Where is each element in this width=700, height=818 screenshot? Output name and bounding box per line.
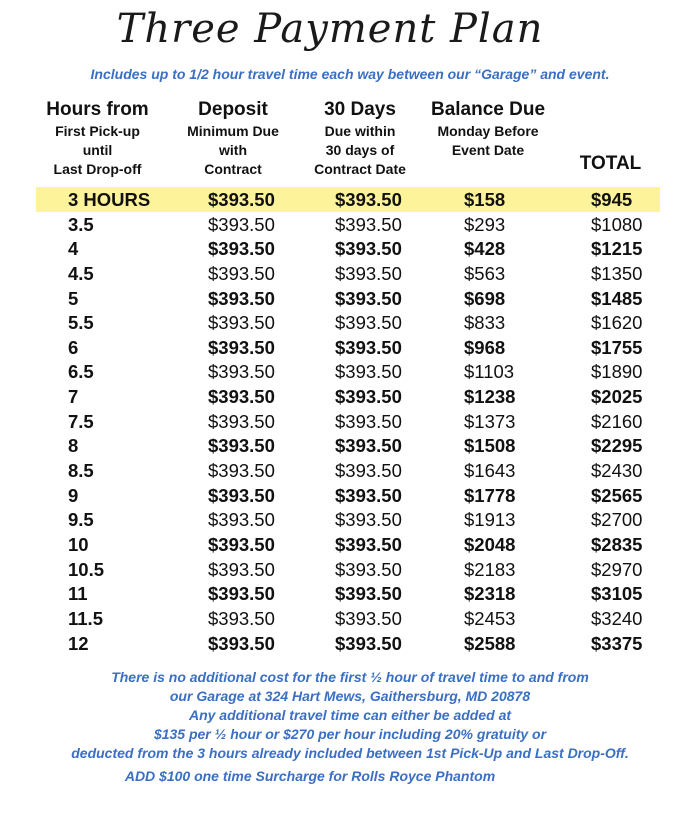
header-thirty-days [305,98,415,179]
cell-balance: $1643 [464,460,516,482]
cell-hours: 10 [68,533,89,555]
cell-total: $3375 [591,632,643,654]
header-total-title: TOTAL [579,153,642,174]
table-row [0,507,700,532]
cell-hours: 10.5 [68,558,105,580]
note-line-2: our Garage at 324 Hart Mews, Gaithersburg, MD 20878 [169,688,531,704]
table-row [0,409,700,434]
header-balance-due-title: Balance Due [430,99,546,120]
header-deposit-title: Deposit [198,99,268,120]
table-row [0,581,700,606]
note-line-4: $135 per ½ hour or $270 per hour including 20% gratuity or [153,726,547,742]
cell-hours: 11 [68,583,88,605]
table-row [0,483,700,508]
cell-balance: $2588 [464,632,516,654]
cell-deposit: $393.50 [208,287,275,309]
cell-balance: $1913 [464,509,516,531]
cell-hours: 5 [68,287,79,309]
cell-hours: 8.5 [68,460,94,482]
table-row [0,458,700,483]
cell-hours: 4.5 [68,262,94,284]
table-row [0,631,700,656]
cell-hours: 4 [68,238,79,260]
cell-thirty: $393.50 [335,435,402,457]
cell-balance: $1373 [464,410,516,432]
cell-total: $1215 [591,238,643,260]
cell-thirty: $393.50 [335,361,402,383]
cell-total: $2430 [591,460,643,482]
header-hours-title: Hours from [46,99,149,120]
table-row [0,335,700,360]
cell-hours: 5.5 [68,312,94,334]
cell-thirty: $393.50 [335,558,402,580]
cell-total: $1755 [591,336,643,358]
header-balance-due-line-2: Event Date [451,142,525,158]
cell-deposit: $393.50 [208,361,275,383]
cell-deposit: $393.50 [208,509,275,531]
cell-thirty: $393.50 [335,509,402,531]
cell-total: $2700 [591,509,643,531]
cell-balance: $293 [464,213,506,235]
cell-total: $2970 [591,558,643,580]
cell-total: $2160 [591,410,643,432]
cell-thirty: $393.50 [335,533,402,555]
cell-deposit: $393.50 [208,312,275,334]
cell-deposit: $393.50 [208,583,275,605]
table-row [0,212,700,237]
header-thirty-days-line-1: Due within [324,123,396,139]
table-row [0,557,700,582]
cell-deposit: $393.50 [208,632,275,654]
header-balance-due-line-1: Monday Before [437,123,539,139]
cell-total: $3105 [591,583,643,605]
cell-thirty: $393.50 [335,484,402,506]
cell-thirty: $393.50 [335,632,402,654]
cell-balance: $1103 [464,361,515,383]
cell-thirty: $393.50 [335,189,402,210]
cell-hours: 8 [68,435,79,457]
header-hours-line-1: First Pick-up [55,123,140,139]
cell-total: $2295 [591,435,643,457]
cell-deposit: $393.50 [208,533,275,555]
header-hours [40,98,155,179]
table-row [0,532,700,557]
cell-hours: 9 [68,484,79,506]
table-row-highlighted [36,187,660,212]
cell-hours: 6.5 [68,361,94,383]
table-row [0,433,700,458]
header-deposit [178,98,288,179]
cell-balance: $833 [464,312,506,334]
cell-balance: $2318 [464,583,516,605]
table-row [0,236,700,261]
header-deposit-line-3: Contract [204,161,262,177]
cell-total: $3240 [591,607,643,629]
table-row [0,261,700,286]
cell-balance: $698 [464,287,506,309]
cell-deposit: $393.50 [208,460,275,482]
cell-total: $2025 [591,386,643,408]
cell-deposit: $393.50 [208,386,275,408]
table-row [0,359,700,384]
note-line-1: There is no additional cost for the first ½ hour of travel time to and from [111,669,589,685]
cell-hours: 9.5 [68,509,94,531]
table-row [0,310,700,335]
cell-deposit: $393.50 [208,189,275,210]
cell-balance: $563 [464,262,506,284]
header-deposit-line-2: with [219,142,247,158]
cell-total: $1620 [591,312,643,334]
note-line-5: deducted from the 3 hours already included between 1st Pick-Up and Last Drop-Off. [71,745,629,761]
cell-balance: $158 [464,189,506,210]
cell-total: $945 [591,189,633,210]
header-thirty-days-line-2: 30 days of [325,142,395,158]
cell-hours: 11.5 [68,607,103,629]
header-hours-line-3: Last Drop-off [53,161,142,177]
cell-thirty: $393.50 [335,386,402,408]
cell-deposit: $393.50 [208,484,275,506]
note-line-3: Any additional travel time can either be added at [188,707,512,723]
cell-deposit: $393.50 [208,607,275,629]
cell-balance: $968 [464,336,506,358]
header-thirty-days-line-3: Contract Date [314,161,406,177]
page-subtitle: Includes up to 1/2 hour travel time each way between our “Garage” and event. [90,66,610,82]
cell-balance: $2183 [464,558,516,580]
cell-deposit: $393.50 [208,262,275,284]
cell-balance: $2048 [464,533,516,555]
surcharge-note: ADD $100 one time Surcharge for Rolls Royce Phantom [124,768,496,784]
travel-notes [0,668,700,786]
cell-deposit: $393.50 [208,238,275,260]
cell-hours: 3 HOURS [68,189,151,210]
header-hours-line-2: until [82,142,113,158]
cell-balance: $2453 [464,607,516,629]
cell-total: $1485 [591,287,643,309]
cell-thirty: $393.50 [335,583,402,605]
cell-deposit: $393.50 [208,213,275,235]
cell-total: $1890 [591,361,643,383]
cell-balance: $1778 [464,484,516,506]
header-deposit-line-1: Minimum Due [187,123,279,139]
cell-total: $2565 [591,484,643,506]
cell-thirty: $393.50 [335,460,402,482]
cell-thirty: $393.50 [335,312,402,334]
cell-total: $1350 [591,262,643,284]
header-balance-due [428,98,548,160]
cell-thirty: $393.50 [335,262,402,284]
header-total [568,152,653,176]
cell-total: $1080 [591,213,643,235]
table-row [0,384,700,409]
cell-balance: $428 [464,238,506,260]
cell-deposit: $393.50 [208,336,275,358]
page-title: Three Payment Plan [116,6,544,52]
cell-hours: 7.5 [68,410,94,432]
cell-hours: 3.5 [68,213,94,235]
cell-hours: 12 [68,632,89,654]
payment-table [0,187,700,655]
cell-deposit: $393.50 [208,435,275,457]
table-row [0,286,700,311]
cell-hours: 7 [68,386,79,408]
cell-thirty: $393.50 [335,410,402,432]
cell-deposit: $393.50 [208,410,275,432]
cell-thirty: $393.50 [335,607,402,629]
table-row [0,606,700,631]
cell-hours: 6 [68,336,79,358]
cell-thirty: $393.50 [335,336,402,358]
cell-thirty: $393.50 [335,213,402,235]
cell-deposit: $393.50 [208,558,275,580]
cell-balance: $1508 [464,435,516,457]
cell-total: $2835 [591,533,643,555]
cell-balance: $1238 [464,386,516,408]
cell-thirty: $393.50 [335,287,402,309]
header-thirty-days-title: 30 Days [324,99,396,120]
cell-thirty: $393.50 [335,238,402,260]
